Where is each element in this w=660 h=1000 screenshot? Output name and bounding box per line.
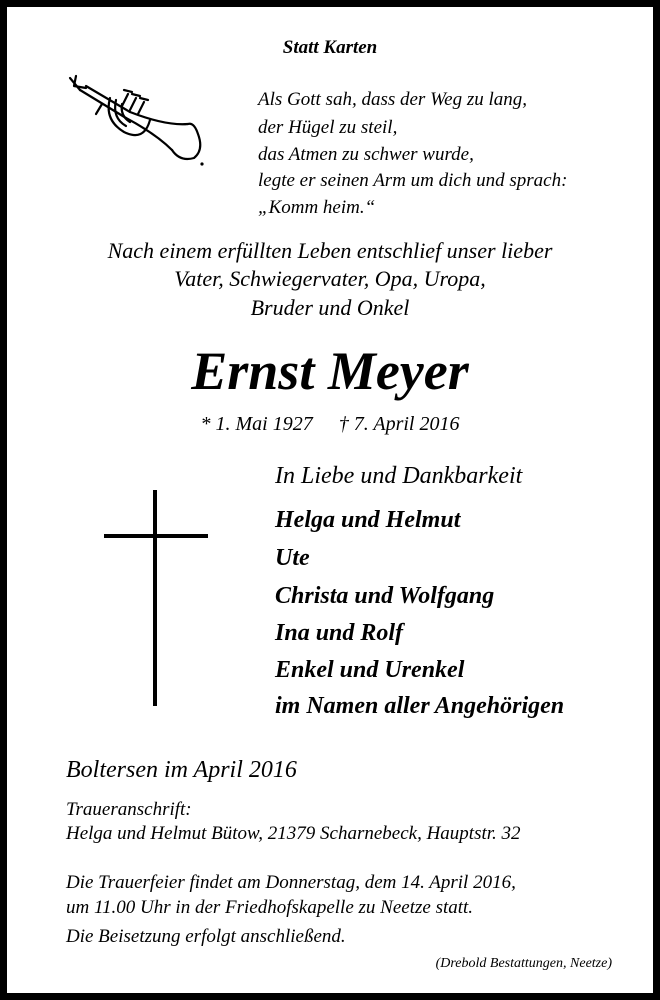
verse-line: „Komm heim.“ (258, 197, 376, 218)
verse-line: legte er seinen Arm um dich und sprach: (258, 170, 568, 191)
place-date: Boltersen im April 2016 (66, 757, 297, 783)
intro-line: Bruder und Onkel (250, 295, 410, 320)
service-line: um 11.00 Uhr in der Friedhofskapelle zu Neetze statt. (66, 897, 474, 918)
intro-line: Nach einem erfüllten Leben entschlief unser lieber (107, 238, 553, 263)
verse-line: der Hügel zu steil, (258, 117, 398, 138)
verse-line: Als Gott sah, dass der Weg zu lang, (258, 89, 528, 110)
mourner-name: Ina und Rolf (275, 620, 404, 646)
address-line: Helga und Helmut Bütow, 21379 Scharnebeck, Hauptstr. 32 (66, 823, 521, 844)
mourner-name: im Namen aller Angehörigen (275, 693, 565, 719)
undertaker-credit: (Drebold Bestattungen, Neetze) (435, 956, 612, 971)
address-label: Traueranschrift: (66, 799, 192, 820)
birth-date: * 1. Mai 1927 (200, 413, 313, 435)
death-date: † 7. April 2016 (338, 413, 460, 435)
service-line: Die Trauerfeier findet am Donnerstag, dem 14. April 2016, (66, 872, 516, 893)
cross-icon (100, 490, 212, 706)
verse-line: das Atmen zu schwer wurde, (258, 144, 474, 165)
burial-note: Die Beisetzung erfolgt anschließend. (66, 926, 346, 947)
mourners-intro: In Liebe und Dankbarkeit (275, 463, 523, 489)
life-dates (0, 414, 660, 434)
mourner-name: Ute (275, 545, 310, 571)
intro-line: Vater, Schwiegervater, Opa, Uropa, (174, 266, 486, 291)
mourner-name: Enkel und Urenkel (275, 657, 465, 683)
deceased-name: Ernst Meyer (191, 341, 469, 401)
trumpet-icon (66, 72, 212, 168)
mourner-name: Helga und Helmut (275, 507, 461, 533)
mourner-name: Christa und Wolfgang (275, 583, 495, 609)
statt-karten-heading: Statt Karten (282, 37, 378, 58)
